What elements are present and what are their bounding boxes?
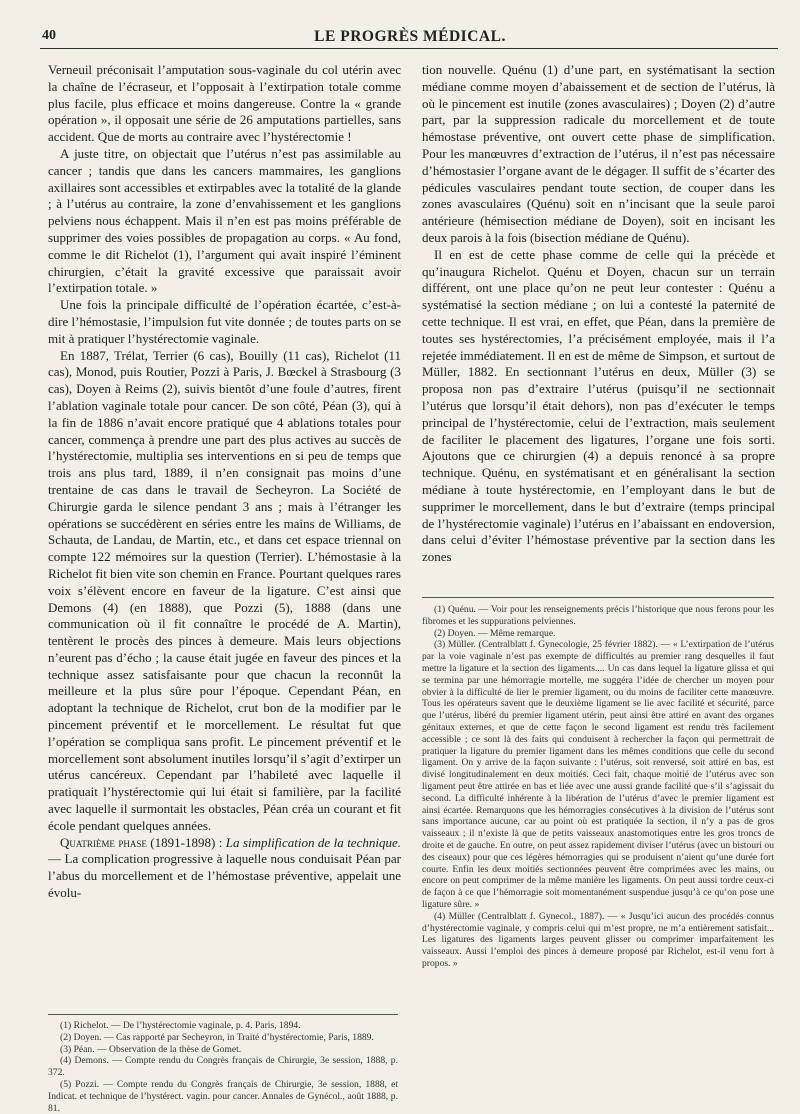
section-heading: Quatrième phase	[60, 834, 147, 850]
footnotes-left	[48, 1020, 398, 1114]
section-paragraph	[48, 835, 401, 902]
footnote: (1) Quénu. — Voir pour les renseignements précis l’historique que nous ferons pour les fibromes et les suppurations pelviennes.	[422, 604, 774, 627]
footnote: (4) Demons. — Compte rendu du Congrès français de Chirurgie, 3e session, 1888, p. 372.	[48, 1055, 398, 1079]
footnote: (5) Pozzi. — Compte rendu du Congrès français de Chirurgie, 3e session, 1888, et Indicat. et technique de l’hystérect. vagin. pour cancer. Annales de Gynécol., août 1888, p. 81.	[48, 1078, 398, 1114]
section-years: (1891-1898) :	[146, 834, 226, 850]
footnote: (3) Péan. — Observation de la thèse de Gomet.	[60, 1043, 242, 1055]
paragraph: Verneuil préconisait l’amputation sous-vaginale du col utérin avec la chaîne de l’écraseur, et l’opposait à l’extirpation totale comme plus facile, plus efficace et moins dangereuse. Contre la « grande opération », il opposait une série de 26 amputations partielles, sans accident. Que de morts au contraire avec l’hystérectomie !	[48, 62, 401, 145]
paragraph: A juste titre, on objectait que l’utérus n’est pas assimilable au cancer ; tandis que dans les cancers mammaires, les ganglions axillaires sont accessibles et extirpables avec la totalité de la glande ; à l’utérus au contraire, la zone d’envahissement et les ganglions pelviens nous échappent. Mais il n’en est pas moins préférable de supprimer des voies possibles de propagation au corps. « Au fond, comme le dit Richelot (1), l’argument qui avait inspiré l’éminent chirurgien, c’était la gravité excessive que paraissait avoir l’extirpation totale. »	[48, 145, 401, 296]
paragraph: En 1887, Trélat, Terrier (6 cas), Bouilly (11 cas), Richelot (11 cas), Monod, puis Routier, Pozzi à Paris, J. Bœckel à Strasbourg (3 cas), Doyen à Reims (2), suivis bientôt d’une foule d’autres, firent l’ablation vaginale totale pour cancer. De son côté, Péan (3), qui à la fin de 1886 n’avait encore pratiqué que 4 ablations totales pour cancer, commença à prendre une part des plus actives au succès de l’hystérectomie, multiplia ses interventions en si peu de temps que trois ans plus tard, 1889, il n’en consignait pas moins d’une trentaine de cas dans le travail de Secheyron. La Société de Chirurgie garda le silence pendant 3 ans ; mais à l’étranger les opérations se succédèrent en séries entre les mains de Williams, de Schauta, de Landau, de Martin, etc., et dans cet espace triennal on compte 122 mémoires sur la question (Terrier). L’hémostasie à la Richelot fit bien vite son chemin en France. Pourtant quelques rares voix s’élèvent encore en faveur de la ligature. C’est ainsi que Demons (4) (en 1888), que Pozzi (5), 1888 (dans une communication où il fit connaître le procédé de A. Martin), tentèrent le procès des pinces à demeure. Mais leurs objections n’eurent pas d’écho ; la cause était jugée en faveur des pinces et la technique assez satisfaisante pour que chacun la reconnût la meilleure et la plus sûre pour l’époque. Cependant Péan, en adoptant la technique de Richelot, crut bon de la modifier par le pincement préventif et le morcellement. Le résultat fut que l’opération se compliqua sans profit. Le pincement préventif et le morcellement sont absolument inutiles lorsqu’il s’agit d’extirper un utérus cancéreux. Cependant par l’habileté avec laquelle il pratiquait l’hystérectomie qui lui était si familière, par la facilité avec laquelle il surmontait les obstacles, Péan créa un courant et fit école pendant quelques années.	[48, 347, 401, 833]
section-title: La simplification de la technique.	[225, 834, 401, 850]
footnote: (2) Doyen. — Cas rapporté par Secheyron, in Traité d’hystérectomie, Paris, 1889.	[60, 1031, 374, 1043]
right-column	[422, 62, 775, 592]
footnote: (4) Müller (Centralblatt f. Gynecol., 1887). — « Jusqu’ici aucun des procédés connus d’hystérectomie vaginale, y compris celui qui m’est propre, ne m’a entièrement satisfait... Les ligatures des ligaments larges peuvent glisser ou comprimer imparfaitement les vaisseaux. Aussi l’emploi des pinces à demeure proposé par Richelot, est-il venu fort à propos. »	[422, 910, 774, 969]
footnote: (3) Müller. (Centralblatt f. Gynecologie, 25 février 1882). — « L’extirpation de l’utérus par la voie vaginale n’est pas exempte de difficultés au premier rang desquelles il faut mettre la ligature et la section des ligaments.... Un cas dans lequel la ligature glissa et qui se termina par une hémorragie mortelle, me suggéra l’idée de chercher un moyen pour obvier à la difficulté de lier le premier ligament, ou du moins de faciliter cette manœuvre. Tous les opérateurs savent que le deuxième ligament se lie avec facilité et sécurité, parce que l’utérus, libéré du premier ligament utérin, peut ainsi être attiré en avant des organes génitaux externes, et que de cette façon le second ligament est rendu très facilement accessible ; ce sont là des faits qui conduisent à rechercher la façon qui permettrait de pratiquer la ligature du premier ligament dans les mêmes conditions que celle du second ligament. On y arrive de la façon suivante : l’utérus, soit renversé, soit attiré en bas, est divisé longitudinalement en deux moitiés. Ceci fait, chaque moitié de l’utérus avec son ligament peut être attirée en bas et liée avec une aussi grande facilité que s’il s’agissait du second. La difficulté inhérente à la libération de l’utérus d’avec le premier ligament est ainsi écartée. Remarquons que les hémorragies consécutives à la division de l’utérus sont sans importance aucune, car au point où est pratiquée la section, il n’y a pas de gros vaisseaux ; il n’existe là que de petits vaisseaux anastomotiques entre les gros troncs de droite et de gauche. En outre, on peut assez rapidement diviser l’utérus (avec un bistouri ou des ciseaux) pour que ces légères hémorragies qui se produisent n’aient qu’une durée fort courte. Enfin les deux moitiés sectionnées peuvent être comprimées avec les mains, ou encore on peut comprimer de la même manière les ligaments. On peut aussi tordre ceux-ci de façon à ce que l’hémorragie soit momentanément suspendue jusqu’à ce qu’on pose une ligature sûre. »	[422, 639, 774, 910]
footnote-rule-right	[422, 597, 774, 598]
left-column	[48, 62, 401, 1012]
right-column-body	[422, 62, 775, 592]
paragraph: Une fois la principale difficulté de l’opération écartée, c’est-à-dire l’hémostasie, l’impulsion fut vite donnée ; de toutes parts on se mit à pratiquer l’hystérectomie vaginale.	[48, 297, 401, 346]
footnotes-right	[422, 604, 774, 1084]
paragraph: Il en est de cette phase comme de celle qui la précède et qu’inaugura Richelot. Quénu et Doyen, chacun sur un terrain différent, ont une place qu’on ne peut leur contester : Quénu a systématisé la section médiane ; on lui a contesté la paternité de cette technique. Il est vrai, en effet, que Péan, dans la première de toutes ses hystérectomies, l’a précisément employée, mais il l’a rejetée immédiatement. Il en est de même de Simpson, et surtout de Müller, 1882. En sectionnant l’utérus en deux, Müller (3) se proposa non pas d’extraire l’utérus (puisqu’il ne sectionnait l’utérus que lorsqu’il était dehors), non pas d’exécuter le temps principal de l’hystérectomie, celui de l’extraction, mais seulement de faciliter le placement des ligatures, l’organe une fois sorti. Ajoutons que ce chirurgien (4) a depuis renoncé à sa propre technique. Quénu, en systématisant et en généralisant la section médiane à toute hystérectomie, en l’employant dans le but de supprimer le morcellement, dans le but d’extraire (temps principal de l’hystérectomie vaginale) l’utérus en l’abaissant en endoversion, dans celui d’éviter l’hémostase préventive par la section dans les zones	[422, 246, 775, 565]
paragraph: tion nouvelle. Quénu (1) d’une part, en systématisant la section médiane comme moyen d’abaissement et de section de l’utérus, là où le pincement est inutile (zones avasculaires) ; Doyen (2) d’autre part, par la suppression radicale du morcellement et de toute hémostase préventive, ont ouvert cette phase de simplification. Pour les manœuvres d’extraction de l’utérus, il n’est pas nécessaire d’hémostasier l’organe avant de le dégager. Il suffit de s’écarter des pédicules vasculaires pendant toute section, de couper dans les zones avasculaires (Quénu) soit en n’incisant que la seule paroi antérieure (hémisection médiane de Doyen), soit en incisant les deux parois à la fois (bisection médiane de Quénu).	[422, 62, 775, 245]
header-rule	[40, 48, 778, 49]
footnote: (1) Richelot. — De l’hystérectomie vaginale, p. 4. Paris, 1894.	[60, 1020, 301, 1031]
journal-title: LE PROGRÈS MÉDICAL.	[314, 28, 506, 45]
page-number: 40	[42, 28, 56, 43]
section-text: — La complication progressive à laquelle nous conduisait Péan par l’abus du morcellement et de l’hémostase préventive, appelait une évolu-	[48, 851, 401, 901]
footnote: (2) Doyen. — Même remarque.	[434, 627, 556, 639]
footnote-rule-left	[48, 1014, 398, 1015]
page-header	[40, 28, 780, 48]
